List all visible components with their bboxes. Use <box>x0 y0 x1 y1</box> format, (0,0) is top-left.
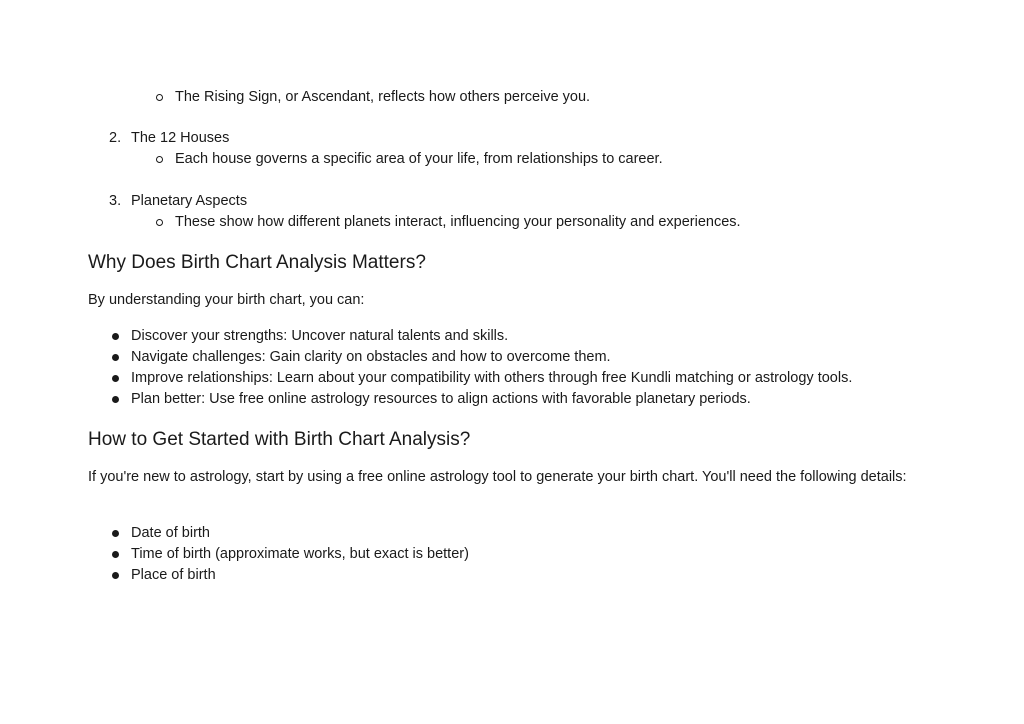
bullet-item: Date of birth <box>131 525 210 541</box>
bullet-item: Time of birth (approximate works, but exact is better) <box>131 546 469 562</box>
bullet-icon <box>112 333 119 340</box>
section-intro: If you're new to astrology, start by using a free online astrology tool to generate your birth chart. You'll need the following details: <box>88 469 907 485</box>
bullet-icon <box>112 396 119 403</box>
sub-list-item: Each house governs a specific area of your life, from relationships to career. <box>175 151 663 167</box>
bullet-icon <box>112 354 119 361</box>
circle-bullet-icon <box>156 156 163 163</box>
list-number: 3. <box>109 193 122 209</box>
numbered-list-item-title: Planetary Aspects <box>131 193 248 209</box>
bullet-icon <box>112 551 119 558</box>
bullet-item: Navigate challenges: Gain clarity on obstacles and how to overcome them. <box>131 349 611 365</box>
section-heading: Why Does Birth Chart Analysis Matters? <box>88 252 426 273</box>
circle-bullet-icon <box>156 94 163 101</box>
bullet-icon <box>112 530 119 537</box>
bullet-item: Place of birth <box>131 567 216 583</box>
sub-list-item: These show how different planets interact, influencing your personality and experiences. <box>175 214 741 230</box>
section-heading: How to Get Started with Birth Chart Analysis? <box>88 429 471 450</box>
section-intro: By understanding your birth chart, you can: <box>88 292 365 308</box>
circle-bullet-icon <box>156 219 163 226</box>
bullet-item: Discover your strengths: Uncover natural talents and skills. <box>131 328 509 344</box>
bullet-icon <box>112 572 119 579</box>
list-number: 2. <box>109 130 122 146</box>
sub-list-item: The Rising Sign, or Ascendant, reflects how others perceive you. <box>175 89 591 105</box>
bullet-icon <box>112 375 119 382</box>
bullet-item: Improve relationships: Learn about your compatibility with others through free Kundli matching or astrology tools. <box>131 370 853 386</box>
numbered-list-item-title: The 12 Houses <box>131 130 230 146</box>
bullet-item: Plan better: Use free online astrology resources to align actions with favorable planetary periods. <box>131 391 751 407</box>
